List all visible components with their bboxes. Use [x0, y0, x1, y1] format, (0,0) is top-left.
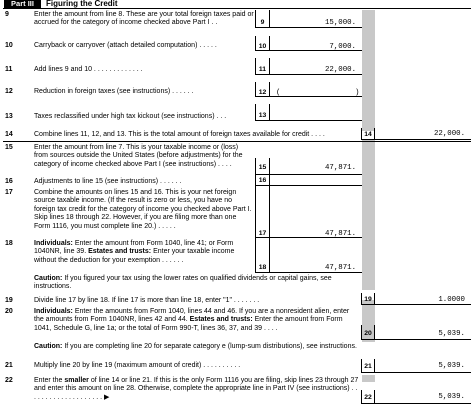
line-22-number: 22	[5, 377, 13, 384]
line-21-number: 21	[5, 362, 13, 369]
line-16-value[interactable]	[270, 175, 362, 186]
line-22-value[interactable]: 5,039.	[375, 390, 471, 404]
line-16-text: Adjustments to line 15 (see instructions) . . . . . .	[34, 178, 182, 185]
line-20-value[interactable]: 5,039.	[375, 325, 471, 340]
line-20-text-a: Enter the amounts from Form 1040, lines 44 and 46. If you are a nonresident alien, enter the amounts from Form 1040NR, lines 42 and 44.	[34, 308, 350, 324]
caution-label-1: Caution:	[34, 275, 63, 282]
line-19-text: Divide line 17 by line 18. If line 17 is more than line 18, enter "1" . . . . . . .	[34, 297, 260, 304]
line-21-value[interactable]: 5,039.	[375, 359, 471, 373]
line-18-box: 18	[255, 238, 270, 273]
line-12-text: Reduction in foreign taxes (see instructions) . . . . . .	[34, 88, 194, 95]
part-header	[3, 0, 471, 9]
line-17-box: 17	[255, 186, 270, 238]
line-13-text: Taxes reclassified under high tax kickout (see instructions) . . .	[34, 113, 227, 120]
line-17-text: Combine the amounts on lines 15 and 16. This is your net foreign source taxable income. (If the result is zero or less, you have no foreign tax credit for the category of income you checked above Part I. Skip lines 18 through 22. However, if you are filing more than one Form 1116, you must complete line 20.) . . . . .	[34, 189, 252, 230]
line-10-number: 10	[5, 42, 13, 49]
line-14-box: 14	[361, 128, 375, 140]
line-20-text-b: Enter the amount from Form 1041, Schedule G, line 1a; or the total of Form 990-T, lines 36, 37, and 39 . . . .	[34, 316, 343, 332]
line-14-text: Combine lines 11, 12, and 13. This is the total amount of foreign taxes available for credit . . . .	[34, 131, 325, 138]
line-13-value[interactable]	[270, 104, 362, 121]
line-22-text-bold: smaller	[64, 377, 89, 384]
part-title: Figuring the Credit	[46, 0, 118, 8]
line-9-text: Enter the amount from line 8. These are your total foreign taxes paid or accrued for the category of income checked above Part I . .	[34, 11, 254, 27]
line-22-box: 22	[361, 390, 375, 404]
line-11-text: Add lines 9 and 10 . . . . . . . . . . . . .	[34, 66, 143, 73]
line-22-text-pre: Enter the	[34, 377, 65, 384]
line-21-box: 21	[361, 359, 375, 373]
line-11-number: 11	[5, 66, 13, 73]
line-10-box: 10	[255, 36, 270, 51]
line-20-number: 20	[5, 308, 13, 315]
gray-column-mid	[362, 140, 375, 290]
line-10-text: Carryback or carryover (attach detailed computation) . . . . .	[34, 42, 217, 49]
line-12-value-close: )	[355, 89, 360, 97]
divider	[3, 141, 471, 142]
line-10-value[interactable]: 7,000.	[270, 36, 362, 51]
line-20-label-individuals: Individuals:	[34, 308, 73, 315]
line-15-number: 15	[5, 144, 13, 151]
caution-text-1: If you figured your tax using the lower rates on qualified dividends or capital gains, see instructions.	[34, 275, 332, 291]
line-15-box: 15	[255, 158, 270, 175]
line-14-number: 14	[5, 131, 13, 138]
line-19-value[interactable]: 1.0000	[375, 293, 471, 305]
caution-label-2: Caution:	[34, 343, 63, 350]
line-12-value-open[interactable]: (	[270, 82, 362, 97]
caution-note-2	[34, 343, 359, 351]
line-12-box: 12	[255, 82, 270, 97]
line-16-box: 16	[255, 175, 270, 186]
line-17-number: 17	[5, 189, 13, 196]
line-13-number: 13	[5, 113, 13, 120]
line-21-text: Multiply line 20 by line 19 (maximum amount of credit) . . . . . . . . . .	[34, 362, 241, 369]
line-20-text	[34, 308, 359, 333]
line-9-box: 9	[255, 10, 270, 28]
caution-note-1	[34, 275, 359, 292]
line-12-number: 12	[5, 88, 13, 95]
line-9-value[interactable]: 15,000.	[270, 10, 362, 28]
line-19-number: 19	[5, 297, 13, 304]
line-14-value[interactable]: 22,000.	[375, 128, 471, 140]
gray-column-bottom	[362, 375, 375, 382]
line-18-value[interactable]: 47,871.	[270, 238, 362, 273]
part-badge: Part III	[4, 0, 41, 8]
line-18-text-a: Enter the amount from Form 1040, line 41; or Form 1040NR, line 39.	[34, 240, 234, 256]
line-22-text	[34, 377, 359, 402]
line-13-box: 13	[255, 104, 270, 121]
line-18-number: 18	[5, 240, 13, 247]
line-17-value[interactable]: 47,871.	[270, 186, 362, 238]
line-11-value[interactable]: 22,000.	[270, 58, 362, 75]
line-18-label-estates: Estates and trusts:	[88, 248, 152, 256]
caution-text-2: If you are completing line 20 for separate category e (lump-sum distributions), see instructions.	[62, 343, 357, 350]
line-19-box: 19	[361, 293, 375, 305]
line-18-text	[34, 240, 254, 265]
line-20-label-estates: Estates and trusts:	[189, 316, 253, 324]
line-15-value[interactable]: 47,871.	[270, 158, 362, 175]
line-22-text-post: of line 14 or line 21. If this is the only Form 1116 you are filing, skip lines 23 through 27 and enter this amount on line 28. Otherwise, complete the appropriate line in Part IV (see instructions) . . . . . . . . . . . . . . . . . . . . ▶	[34, 377, 359, 401]
line-9-number: 9	[5, 11, 9, 18]
line-18-label-individuals: Individuals:	[34, 240, 73, 247]
line-20-box: 20	[361, 325, 375, 340]
gray-column-top	[362, 10, 375, 131]
line-18-text-b: Enter your taxable income without the deduction for your exemption . . . . . .	[34, 248, 235, 264]
line-15-text: Enter the amount from line 7. This is your taxable income or (loss) from sources outside the United States (before adjustments) for the category of income checked above Part I (see instructions) . . . .	[34, 144, 243, 168]
line-11-box: 11	[255, 58, 270, 75]
line-16-number: 16	[5, 178, 13, 185]
